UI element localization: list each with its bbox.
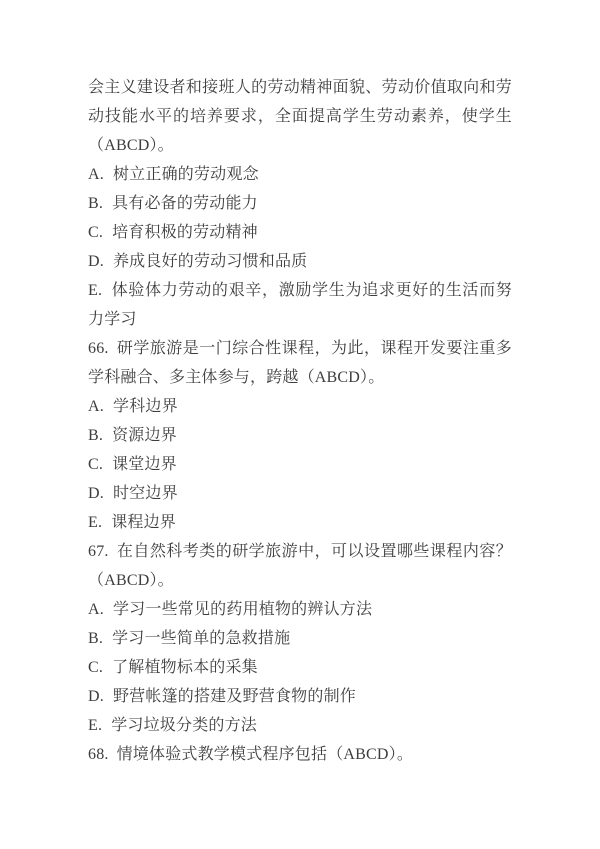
option-text: 养成良好的劳动习惯和品质 [112, 253, 308, 270]
option-text: 学习垃圾分类的方法 [111, 717, 257, 734]
option-text: 了解植物标本的采集 [112, 659, 258, 676]
option-text: 野营帐篷的搭建及野营食物的制作 [112, 688, 356, 705]
option-label: E. [88, 282, 103, 299]
question-text: 研学旅游是一门综合性课程，为此，课程开发要注重多学科融合、多主体参与，跨越（ABCD）。 [88, 340, 512, 386]
option-text: 培育积极的劳动精神 [112, 224, 258, 241]
option-item [88, 624, 512, 653]
paragraph-text: 会主义建设者和接班人的劳动精神面貌、劳动价值取向和劳动技能水平的培养要求，全面提高学生劳动素养，使学生（ABCD）。 [88, 79, 512, 154]
option-item [88, 218, 512, 247]
option-item [88, 189, 512, 218]
option-label: A. [88, 398, 104, 415]
option-text: 学科边界 [112, 398, 178, 415]
question-text: 情境体验式教学模式程序包括（ABCD）。 [116, 746, 414, 763]
option-label: E. [88, 717, 103, 734]
option-text: 课程边界 [111, 514, 176, 531]
option-text: 时空边界 [112, 485, 178, 502]
option-label: D. [88, 253, 104, 270]
option-label: A. [88, 601, 104, 618]
option-item [88, 479, 512, 508]
option-label: A. [88, 166, 104, 183]
option-label: B. [88, 630, 104, 647]
option-text: 资源边界 [112, 427, 177, 444]
option-item [88, 450, 512, 479]
option-label: D. [88, 688, 104, 705]
option-item [88, 421, 512, 450]
option-text: 学习一些常见的药用植物的辨认方法 [112, 601, 373, 618]
option-item [88, 508, 512, 537]
option-item [88, 247, 512, 276]
question-item [88, 334, 512, 392]
question-text: 在自然科考类的研学旅游中，可以设置哪些课程内容？（ABCD）。 [88, 543, 512, 589]
option-item [88, 392, 512, 421]
option-item [88, 653, 512, 682]
question-number: 66. [88, 340, 109, 357]
option-label: C. [88, 224, 104, 241]
option-label: C. [88, 456, 104, 473]
option-item [88, 276, 512, 334]
option-label: C. [88, 659, 104, 676]
option-item [88, 682, 512, 711]
option-item [88, 711, 512, 740]
option-item [88, 595, 512, 624]
question-item [88, 537, 512, 595]
option-text: 学习一些简单的急救措施 [112, 630, 291, 647]
question-item [88, 740, 512, 769]
option-item [88, 160, 512, 189]
option-text: 课堂边界 [112, 456, 177, 473]
option-label: B. [88, 195, 104, 212]
option-text: 具有必备的劳动能力 [112, 195, 258, 212]
option-label: E. [88, 514, 103, 531]
option-label: B. [88, 427, 104, 444]
document-body [88, 73, 512, 769]
option-text: 体验体力劳动的艰辛，激励学生为追求更好的生活而努力学习 [88, 282, 512, 328]
question-number: 68. [88, 746, 109, 763]
option-label: D. [88, 485, 104, 502]
question-number: 67. [88, 543, 109, 560]
option-text: 树立正确的劳动观念 [112, 166, 259, 183]
